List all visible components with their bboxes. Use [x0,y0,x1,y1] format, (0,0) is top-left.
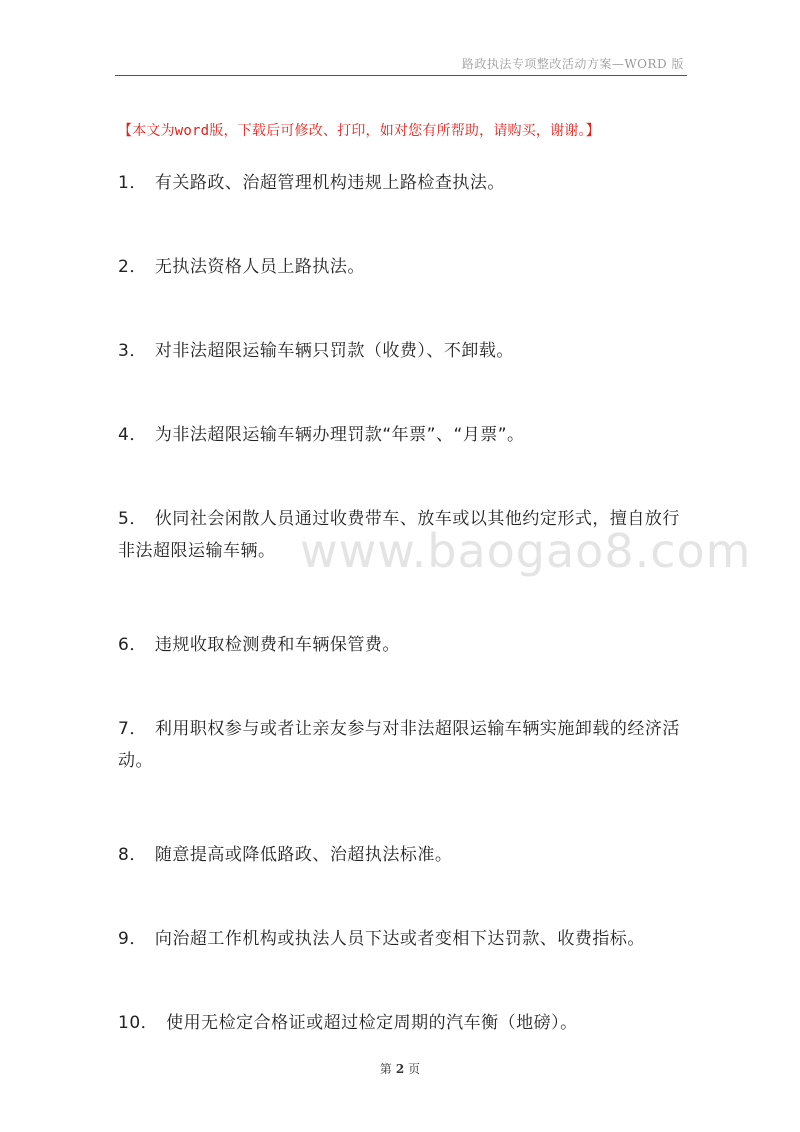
page-number: 2 [395,1062,405,1076]
item-number: 10． [118,1013,159,1033]
item-text: 使用无检定合格证或超过检定周期的汽车衡（地磅）。 [166,1013,578,1033]
item-text: 无执法资格人员上路执法。 [154,257,365,277]
list-item [118,839,690,871]
item-text: 为非法超限运输车辆办理罚款“年票”、“月票”。 [154,425,525,445]
list-item [118,419,690,451]
item-text: 伙同社会闲散人员通过收费带车、放车或以其他约定形式，擅自放行非法超限运输车辆。 [118,509,680,561]
watermark: www.baogao8.com [300,524,752,578]
item-text: 随意提高或降低路政、治超执法标准。 [154,845,453,865]
item-number: 9． [118,929,147,949]
item-number: 2． [118,257,147,277]
list-item [118,629,690,661]
item-text: 对非法超限运输车辆只罚款（收费）、不卸载。 [154,341,514,361]
item-text: 违规收取检测费和车辆保管费。 [154,635,400,655]
page-footer [0,1060,800,1077]
item-number: 5． [118,509,147,529]
item-number: 1． [118,173,147,193]
header-title: 路政执法专项整改活动方案—WORD 版 [461,57,684,71]
footer-prefix: 第 [379,1062,392,1076]
item-text: 利用职权参与或者让亲友参与对非法超限运输车辆实施卸载的经济活动。 [118,719,680,771]
list-item [118,713,690,777]
item-number: 7． [118,719,147,739]
list-item [118,335,690,367]
item-number: 6． [118,635,147,655]
header-divider [115,75,687,76]
list-item [118,503,690,567]
item-number: 3． [118,341,147,361]
list-item [118,923,690,955]
item-text: 有关路政、治超管理机构违规上路检查执法。 [154,173,505,193]
purchase-notice: 【本文为word版，下载后可修改、打印，如对您有所帮助，请购买，谢谢。】 [118,123,600,139]
item-text: 向治超工作机构或执法人员下达或者变相下达罚款、收费指标。 [154,929,645,949]
item-number: 4． [118,425,147,445]
list-item [118,251,690,283]
item-number: 8． [118,845,147,865]
list-item [118,1007,690,1039]
list-item [118,167,690,199]
footer-suffix: 页 [408,1062,421,1076]
